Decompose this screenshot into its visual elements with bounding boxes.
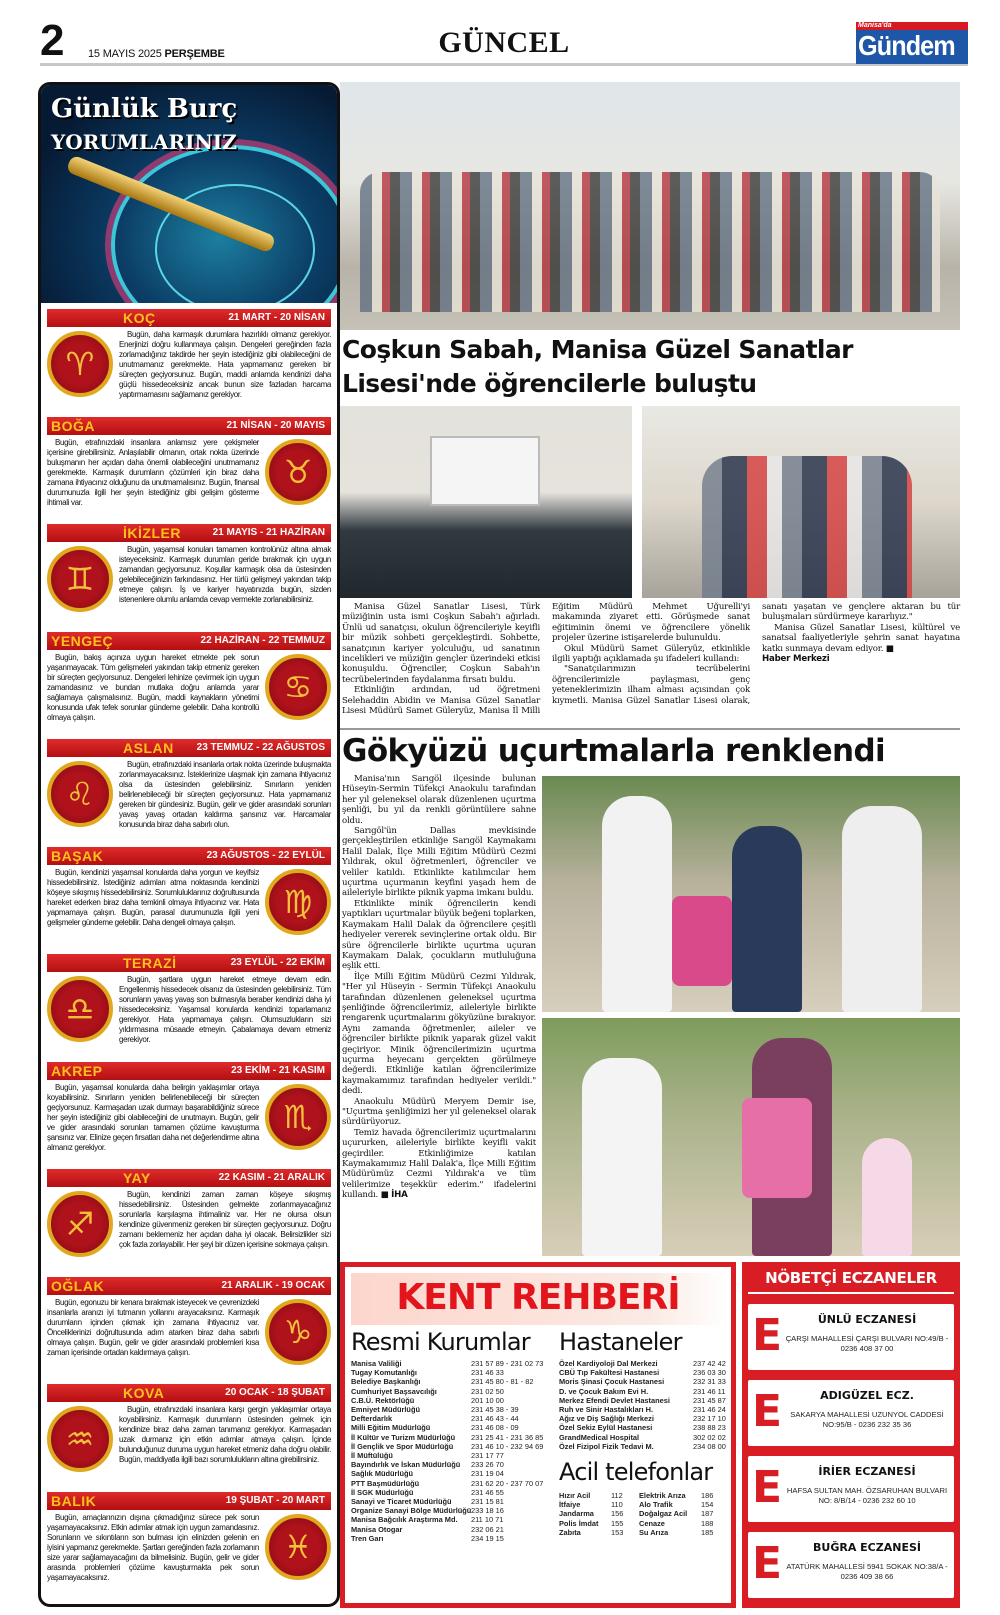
horoscope-panel xyxy=(38,82,340,1607)
sign-name: TERAZİ xyxy=(123,955,177,971)
emergency-numbers-list xyxy=(559,1491,731,1537)
directory-phone: 302 02 02 xyxy=(693,1432,726,1442)
emergency-service: Alo Trafik xyxy=(639,1500,673,1510)
sign-header-bar xyxy=(47,1062,331,1080)
directory-name: Tren Garı xyxy=(351,1533,384,1543)
directory-phone: 231 46 10 - 232 94 69 xyxy=(471,1441,544,1451)
pharmacy-item xyxy=(748,1456,954,1522)
directory-row xyxy=(559,1423,729,1432)
sign-header-bar xyxy=(47,847,331,865)
pharmacy-name: İRİER ECZANESİ xyxy=(818,1465,916,1478)
article2-byline: İHA xyxy=(391,1190,408,1201)
directory-name: D. ve Çocuk Bakım Evi H. xyxy=(559,1386,649,1396)
emergency-service: Elektrik Arıza xyxy=(639,1491,686,1500)
sign-text: Bugün, şartlara uygun hareket etmeye devam edin. Engellenmiş hissedecek olsanız da üstesinden gelebilirsiniz. Tüm sorunların yavaş yavaş son bulmasıyla beraber kendinizi daha iyi hissedeceksiniz. Yaşamsal konularda kendinizi toparlamanız gerekiyor. Hata yapmamaya çalışın. Olumsuzlukların sizi yıldırmasına müsaade etmeyin. Çabalamaya devam etmeniz gerekiyor. xyxy=(119,975,331,1044)
emergency-service: Doğalgaz Acil xyxy=(639,1509,688,1519)
article2-headline[interactable]: Gökyüzü uçurtmalarla renklendi xyxy=(342,733,886,769)
sign-dates: 23 EKİM - 21 KASIM xyxy=(231,1065,325,1076)
directory-name: Belediye Başkanlığı xyxy=(351,1377,421,1387)
directory-name: Özel Kardiyoloji Dal Merkezi xyxy=(559,1359,658,1368)
sign-text: Bugün, yaşamsal konularda daha belirgin yaklaşımlar ortaya koyabilirsiniz. Sınırların yeniden belirlenebileceği bir süreçten geçiyorsunuz. Karmaşadan uzak durmayı başarabildiğiniz sürece her şeyin istediğiniz gibi olabileceğini de unutmayın. Bugün, gelir ve gider arasındaki sorunları tamamen çözüme kavuşturma şansınız var. Elinize geçen fırsatları daha net değerlendirme altına almanız gerekiyor. xyxy=(47,1083,259,1152)
virgo-icon: ♍ xyxy=(265,869,331,935)
sagittarius-icon: ♐ xyxy=(47,1191,113,1257)
logo-small-text: Manisa'da xyxy=(858,22,892,29)
directory-name: CBÜ Tıp Fakültesi Hastanesi xyxy=(559,1368,660,1378)
pharmacy-name: ÜNLÜ ECZANESİ xyxy=(817,1313,917,1326)
divider xyxy=(340,728,960,730)
article2-paragraph-text: Temiz havada öğrencilerimiz uçurtmalarını uçururken, aileleriyle birlikte keyifli vakit geçirdiler. Etkinliğimize katılan Kaymakamımız Halil Dalak'a, İlçe Milli Eğitim Müdürümüz Cezmi Yıldırak'a ve tüm velilerimize teşekkür ederim." ifadelerini kullandı. ■ xyxy=(342,1127,536,1201)
pharmacy-address: ÇARŞI MAHALLESİ ÇARŞI BULVARI NO:49/B - 0236 408 37 00 xyxy=(785,1334,949,1353)
sign-header-bar xyxy=(47,417,331,435)
issue-date xyxy=(88,48,225,60)
sign-header-bar xyxy=(47,1492,331,1510)
pharmacy-name: BUĞRA ECZANESİ xyxy=(813,1541,921,1554)
pharmacy-address: SAKARYA MAHALLESİ UZUNYOL CADDESİ NO:95/B - 0236 232 35 36 xyxy=(790,1410,944,1429)
leo-icon: ♌ xyxy=(47,761,113,827)
directory-name: GrandMedical Hospital xyxy=(559,1432,640,1442)
directory-name: İl Müftülüğü xyxy=(351,1451,393,1461)
page-number: 2 xyxy=(40,16,65,65)
emergency-number: 155 xyxy=(611,1518,624,1528)
directory-row xyxy=(351,1515,551,1524)
pharmacies-box xyxy=(742,1262,960,1608)
emergency-heading: Acil telefonlar xyxy=(559,1458,713,1486)
directory-row xyxy=(351,1423,551,1432)
article2-paragraph: Etkinlikte minik öğrencilerin kendi yaptıkları uçurtmalar büyük beğeni toplarken, Kaymakam Halil Dalak da öğrencilere çeşitli hediyeler vererek sevinçlerine ortak oldu. Bir süre öğrencilerle birlikte uçurtma uçuran Kaymakam Dalak, çocukların mutluluğuna eşlik etti. xyxy=(342,898,536,972)
sign-dates: 22 HAZİRAN - 22 TEMMUZ xyxy=(200,635,325,646)
emergency-number: 187 xyxy=(701,1509,714,1519)
directory-phone: 232 31 33 xyxy=(693,1377,726,1387)
directory-name: İl SGK Müdürlüğü xyxy=(351,1487,414,1497)
sign-header-bar xyxy=(47,632,331,650)
directory-name: Defterdarlık xyxy=(351,1414,393,1424)
directory-phone: 211 10 71 xyxy=(471,1515,504,1525)
directory-name: Manisa Bağcılık Araştırma Md. xyxy=(351,1515,458,1525)
directory-phone: 231 45 38 - 39 xyxy=(471,1405,519,1415)
directory-row xyxy=(351,1525,551,1534)
emergency-service: Polis İmdat xyxy=(559,1518,599,1528)
directory-row xyxy=(559,1377,729,1386)
article2-paragraph: İlçe Milli Eğitim Müdürü Cezmi Yıldırak, "Her yıl Hüseyin - Sermin Tüfekçi Anaokulu tarafından düzenlenen geleneksel uçurtma şenliğinde öğrencilerimiz, aileleriyle birlikte rengarenk uçurtmalarını gökyüzüne bırakıyor. Aynı zamanda öğretmenler, aileler ve öğrenciler birlikte piknik yaparak güzel vakit geçiriyor. Minik öğrencilerimizin uçurtma uçurma heyecanı gerçekten görülmeye değerdi. Etkinliğe katılan öğrencilerimize kaymakamımız tarafından hediyeler verildi." dedi. xyxy=(342,971,536,1097)
horoscope-sign xyxy=(47,632,331,732)
directory-row xyxy=(559,1387,729,1396)
office-visit-photo xyxy=(642,406,960,598)
sign-dates: 20 OCAK - 18 ŞUBAT xyxy=(225,1387,325,1398)
cancer-icon: ♋ xyxy=(265,654,331,720)
emergency-number: 110 xyxy=(611,1500,623,1510)
directory-phone: 231 46 08 - 09 xyxy=(471,1423,519,1433)
directory-row xyxy=(351,1405,551,1414)
horoscope-sign xyxy=(47,1492,331,1592)
sign-header-bar xyxy=(47,524,331,542)
article2-paragraph: Manisa'nın Sarıgöl ilçesinde bulunan Hüseyin-Sermin Tüfekçi Anaokulu tarafından her yıl geleneksel olarak düzenlenen uçurtma şenliği, bu yıl da renkli görüntülere sahne oldu. xyxy=(342,774,536,826)
sign-text: Bugün, bakış açınıza uygun hareket etmekte pek sorun yaşanmayacak. Tüm gelişmeleri yakından takip etmeniz gereken bir süreçten geçiyorsunuz. Dengeleri lehinize çevirmek için uygun zamandasınız ve bundan mutlaka doğru anlamda yarar sağlamaya çalışmalısınız. Bugün, maddi kaynakların yönetimi konusunda ufak tefek sorunlar gündeme gelebilir. Daha kontrollü olmaya çalışın. xyxy=(47,653,259,722)
directory-row xyxy=(351,1433,551,1442)
pharmacies-list xyxy=(748,1304,954,1598)
directory-name: Emniyet Müdürlüğü xyxy=(351,1405,420,1415)
directory-name: Manisa Valiliği xyxy=(351,1359,402,1368)
libra-icon: ♎ xyxy=(47,976,113,1042)
directory-phone: 231 45 87 xyxy=(693,1395,726,1405)
directory-row xyxy=(351,1396,551,1405)
directory-phone: 231 46 33 xyxy=(471,1368,504,1378)
horoscope-sign xyxy=(47,1169,331,1269)
sign-dates: 21 MART - 20 NİSAN xyxy=(228,312,325,323)
horoscope-sign xyxy=(47,954,331,1054)
sign-header-bar xyxy=(47,1169,331,1187)
sign-text: Bugün, kendinizi zaman zaman köşeye sıkışmış hissedebilirsiniz. Üstesinden gelmekte zorlanmayacağınız sorunlarla karşılaşma ihtimaliniz var. Her ne olursa olsun kendinize güvenmeniz gereken bir süreçten geçiyorsunuz. Doğru zamanı beklemeniz her açıdan daha iyi olacak. Belirsizlikler sizi çok fazla zorlayabilir. Her şeyi bir düzen içerisine sokmaya çalışın. xyxy=(119,1190,331,1249)
directory-phone: 201 10 00 xyxy=(471,1395,504,1405)
sign-dates: 21 ARALIK - 19 OCAK xyxy=(221,1280,325,1291)
article1-byline: Haber Merkezi xyxy=(762,654,830,665)
directory-name: Sanayi ve Ticaret Müdürlüğü xyxy=(351,1497,452,1507)
directory-name: Merkez Efendi Devlet Hastanesi xyxy=(559,1395,670,1405)
directory-phone: 232 06 21 xyxy=(471,1524,504,1534)
sign-name: BOĞA xyxy=(51,418,95,434)
article1-paragraph: Okul Müdürü Samet Güleryüz, etkinlikle ilgili yaptığı açıklamada şu ifadeleri kullandı: xyxy=(552,643,750,665)
pharmacy-address: HAFSA SULTAN MAH. ÖZSARUHAN BULVARI NO: 8/B/14 - 0236 232 60 10 xyxy=(786,1486,948,1505)
article1-body xyxy=(342,602,960,724)
directory-name: Ruh ve Sinir Hastalıkları H. xyxy=(559,1405,654,1415)
directory-name: İl Kültür ve Turizm Müdürlüğü xyxy=(351,1432,456,1442)
horoscope-sign xyxy=(47,309,331,409)
directory-row xyxy=(559,1414,729,1423)
day-text: PERŞEMBE xyxy=(164,48,225,60)
directory-phone: 231 17 77 xyxy=(471,1451,504,1461)
sign-text: Bugün, kendinizi yaşamsal konularda daha yorgun ve keyifsiz hissedebilirsiniz. İstediğiniz adımları atma noktasında kendinizi köşeye sıkışmış hissedebilirsiniz. Sorumluluklarınız doğrultusunda hareket ederken biraz daha temkinli olmaya ihtiyacınız var. Hata yapmamaya çalışın. Bugün, parasal durumunuzla ilgili yeni gelişmeler gündeme gelebilir. Daha dengeli olmaya çalışın. xyxy=(47,868,259,927)
directory-phone: 237 42 42 xyxy=(693,1359,726,1368)
sign-name: AKREP xyxy=(51,1063,103,1079)
sign-text: Bugün, amaçlarınızın dışına çıkmadığınız sürece pek sorun yaşamayacaksınız. Etkin adımlar atmak için uygun zamandasınız. Sorunların ve sıkıntıların son bulması için elinizden gelenin en iyisini yapmanız gerekmekte. Şartları gereğinden fazla zorlamanın size yarar sağlamayacağını da bilmelisiniz. Bugün, gelir ve gider arasında problemleri çözüme kavuşturmakta pek sorun yaşamayacaksınız. xyxy=(47,1513,259,1582)
directory-row xyxy=(559,1396,729,1405)
article2-paragraph: Sarıgöl'ün Dallas mevkisinde gerçekleştirilen etkinliğe Sarıgöl Kaymakamı Halil Dalak, İlçe Milli Eğitim Müdürü Cezmi Yıldırak, okul öğretmenleri, öğrenciler ve veliler katıldı. Etkinlikte katılımcılar hem uçurtma uçurmanın keyfini yaşadı hem de aileleriyle birlikte piknik yapma imkanı buldu. xyxy=(342,826,536,899)
directory-name: Organize Sanayi Bölge Müdürlüğü xyxy=(351,1506,471,1516)
directory-name: C.B.Ü. Rektörlüğü xyxy=(351,1395,415,1405)
directory-phone: 231 19 04 xyxy=(471,1469,504,1479)
sign-header-bar xyxy=(47,1384,331,1402)
directory-row xyxy=(351,1451,551,1460)
directory-phone: 233 18 16 xyxy=(471,1506,504,1516)
emergency-number: 188 xyxy=(701,1518,714,1528)
pharmacy-address: ATATÜRK MAHALLESİ 5941 SOKAK NO:38/A - 0236 409 38 66 xyxy=(786,1562,948,1581)
directory-row xyxy=(351,1534,551,1543)
horoscope-sign xyxy=(47,739,331,839)
sign-name: OĞLAK xyxy=(51,1278,105,1294)
city-guide-title: KENT REHBERİ xyxy=(396,1277,680,1318)
directory-row xyxy=(559,1359,729,1368)
date-text: 15 MAYIS 2025 xyxy=(88,48,162,60)
emergency-service: Cenaze xyxy=(639,1518,665,1528)
directory-name: Özel Fizipol Fizik Tedavi M. xyxy=(559,1441,654,1451)
directory-name: Milli Eğitim Müdürlüğü xyxy=(351,1423,431,1433)
sign-text: Bugün, etrafınızdaki insanlara anlamsız yere çekişmeler içerisine girebilirsiniz. Anlaşılabilir olmanın, ortak nokta üzerinde buluşmanın her açıdan daha önemli olabileceğini unutmamanız gerekmekte. Karmaşık durumların çözümleri için biraz daha zamana ihtiyacınız olduğunu da unutmamalısınız. Bugün, finansal durumunuzla ilgili her şeyin istediğiniz gibi gelişim gösterme ihtimali var. xyxy=(47,438,259,507)
sign-name: YAY xyxy=(123,1170,151,1186)
directory-name: Özel Sekiz Eylül Hastanesi xyxy=(559,1423,653,1433)
horoscope-subtitle: YORUMLARINIZ xyxy=(51,130,237,154)
directory-phone: 232 17 10 xyxy=(693,1414,726,1424)
directory-name: Cumhuriyet Başsavcılığı xyxy=(351,1386,437,1396)
scorpio-icon: ♏ xyxy=(265,1084,331,1150)
official-institutions-heading: Resmi Kurumlar xyxy=(351,1328,530,1356)
directory-row xyxy=(559,1433,729,1442)
pharmacy-item xyxy=(748,1380,954,1446)
horoscope-title: Günlük Burç xyxy=(51,94,238,124)
kite-festival-photo xyxy=(542,1018,960,1256)
article1-paragraph: Manisa Güzel Sanatlar Lisesi, Türk müziğinin usta ismi Coşkun Sabah'ı ağırladı. Ünlü ud sanatçısı, okulun öğrencileriyle keyifli bir müzik sohbeti gerçekleştirdi. Sohbette, sanatçının kariyer yolculuğu, ud sanatının incelikleri ve müziğin gençler üzerindeki etkisi konuşuldu. Öğrenciler, Coşkun Sabah'ın tecrübelerinden faydalanma fırsatı buldu. xyxy=(342,602,540,685)
sign-dates: 21 MAYIS - 21 HAZİRAN xyxy=(212,527,325,538)
sign-name: BALIK xyxy=(51,1493,97,1509)
horoscope-sign xyxy=(47,847,331,947)
emergency-number: 185 xyxy=(701,1527,714,1537)
sign-text: Bugün, daha karmaşık durumlara hazırlıklı olmanız gerekiyor. Enerjinizi doğru kullanmaya çalışın. Dengeleri gereğinden fazla zorlamadığınız takdirde her şeyin istediğiniz gibi olabileceğini de unutmamanız gerekmekte. Hata yapmamanız gereken bir süreçten geçiyorsunuz. Bugün, maddi anlamda kendinizi daha güçlü hissedeceksiniz ancak bunun size fazladan harcama yaptırmamasını sağlamanız gerekiyor. xyxy=(119,330,331,399)
directory-row xyxy=(559,1442,729,1451)
directory-name: PTT Başmüdürlüğü xyxy=(351,1478,420,1488)
emergency-service: Hızır Acil xyxy=(559,1491,591,1500)
directory-row xyxy=(351,1387,551,1396)
pharmacies-title: NÖBETÇİ ECZANELER xyxy=(748,1268,954,1294)
kite-gift-photo xyxy=(542,776,960,1012)
capricorn-icon: ♑ xyxy=(265,1299,331,1365)
directory-row xyxy=(351,1479,551,1488)
aquarius-icon: ♒ xyxy=(47,1406,113,1472)
directory-phone: 231 15 81 xyxy=(471,1497,504,1507)
official-institutions-list xyxy=(351,1359,551,1543)
directory-name: İl Gençlik ve Spor Müdürlüğü xyxy=(351,1441,454,1451)
horoscope-sign xyxy=(47,1062,331,1162)
directory-row xyxy=(351,1377,551,1386)
directory-phone: 231 45 80 - 81 - 82 xyxy=(471,1377,534,1387)
directory-phone: 231 46 11 xyxy=(693,1386,726,1396)
emergency-number: 154 xyxy=(701,1500,714,1510)
directory-name: Moris Şinasi Çocuk Hastanesi xyxy=(559,1377,665,1387)
emergency-number: 186 xyxy=(701,1491,714,1500)
directory-row xyxy=(559,1368,729,1377)
article2-last-paragraph xyxy=(342,1128,536,1201)
directory-phone: 231 57 89 - 231 02 73 xyxy=(471,1359,544,1368)
city-guide-box xyxy=(340,1262,736,1608)
sign-dates: 23 TEMMUZ - 22 AĞUSTOS xyxy=(196,742,325,753)
hospitals-heading: Hastaneler xyxy=(559,1328,682,1356)
directory-phone: 231 25 41 - 231 36 85 xyxy=(471,1432,544,1442)
directory-row xyxy=(351,1460,551,1469)
emergency-service: Su Arıza xyxy=(639,1527,669,1537)
emergency-number: 112 xyxy=(611,1491,623,1500)
horoscope-signs-list xyxy=(41,85,337,1604)
horoscope-sign xyxy=(47,524,331,624)
sign-header-bar xyxy=(47,739,331,757)
directory-name: Sağlık Müdürlüğü xyxy=(351,1469,413,1479)
directory-row xyxy=(351,1506,551,1515)
directory-phone: 231 46 24 xyxy=(693,1405,726,1415)
article2-paragraph: Anaokulu Müdürü Meryem Demir ise, "Uçurtma şenliğimizi her yıl geleneksel olarak sürdürüyoruz. xyxy=(342,1096,536,1128)
directory-name: Bayındırlık ve İskan Müdürlüğü xyxy=(351,1460,461,1470)
sign-header-bar xyxy=(47,954,331,972)
sign-header-bar xyxy=(47,309,331,327)
article1-quote: "Sanatçılarımızın tecrübelerini öğrencilerimizle paylaşması, genç yeteneklerimizin ilham alması açısından çok kıymetli. Manisa Güzel Sanatlar Lisesi olarak, sanatı yaşatan ve gençlere aktaran bu tür buluşmaları sürdürmeye kararlıyız." xyxy=(552,602,960,706)
directory-name: Manisa Otogar xyxy=(351,1524,403,1534)
pharmacy-e-icon: E xyxy=(752,1310,783,1361)
pisces-icon: ♓ xyxy=(265,1514,331,1580)
directory-row xyxy=(351,1368,551,1377)
pharmacy-item xyxy=(748,1304,954,1370)
directory-phone: 231 02 50 xyxy=(471,1386,504,1396)
taurus-icon: ♉ xyxy=(265,439,331,505)
directory-phone: 231 46 55 xyxy=(471,1487,504,1497)
emergency-number: 156 xyxy=(611,1509,624,1519)
sign-name: KOVA xyxy=(123,1385,165,1401)
sign-dates: 19 ŞUBAT - 20 MART xyxy=(225,1495,325,1506)
newspaper-logo[interactable] xyxy=(856,22,968,64)
directory-name: Tugay Komutanlığı xyxy=(351,1368,417,1378)
horoscope-sign xyxy=(47,1384,331,1484)
directory-name: Ağız ve Diş Sağlığı Merkezi xyxy=(559,1414,654,1424)
emergency-service: Zabıta xyxy=(559,1527,581,1537)
sign-name: ASLAN xyxy=(123,740,174,756)
aries-icon: ♈ xyxy=(47,331,113,397)
pharmacy-e-icon: E xyxy=(752,1386,783,1437)
directory-row xyxy=(351,1488,551,1497)
directory-phone: 231 62 20 - 237 70 07 xyxy=(471,1478,544,1488)
sign-dates: 23 EYLÜL - 22 EKİM xyxy=(230,957,325,968)
sign-name: BAŞAK xyxy=(51,848,104,864)
page-header xyxy=(40,18,968,66)
logo-text: Gündem xyxy=(858,30,955,61)
directory-phone: 238 88 23 xyxy=(693,1423,726,1433)
directory-phone: 231 46 43 - 44 xyxy=(471,1414,519,1424)
pharmacy-item xyxy=(748,1532,954,1598)
directory-row xyxy=(351,1442,551,1451)
sign-name: İKİZLER xyxy=(123,525,181,541)
directory-row xyxy=(559,1405,729,1414)
article1-headline[interactable]: Coşkun Sabah, Manisa Güzel Sanatlar Lisesi'nde öğrencilerle buluştu xyxy=(342,335,853,398)
directory-phone: 234 08 00 xyxy=(693,1441,726,1451)
pharmacy-e-icon: E xyxy=(752,1538,783,1589)
sign-dates: 22 KASIM - 21 ARALIK xyxy=(218,1172,325,1183)
directory-phone: 236 03 30 xyxy=(693,1368,726,1378)
sign-text: Bugün, egonuzu bir kenara bırakmak isteyecek ve çevrenizdeki insanlarla aranızı iyi tutmanın yollarını arayacaksınız. Karmaşık durumların içinden çıkmak için zamana ihtiyacınız var. Önceliklerinizi doğrultusunda adım atarken biraz daha sabırlı olmaya çalışın. Bugün, gelir ve gider arasındaki problemleri kısa zaman içerisinde ortadan kaldırmaya çalışın. xyxy=(47,1298,259,1357)
sign-name: YENGEÇ xyxy=(51,633,114,649)
directory-row xyxy=(351,1469,551,1478)
section-title: GÜNCEL xyxy=(438,26,570,59)
sign-text: Bugün, yaşamsal konuları tamamen kontrolünüz altına almak isteyeceksiniz. Karmaşık durumları geride bırakmak için uygun zamandan geçiyorsunuz. Koşullar karmaşık olsa da üstesinden gelebileceğinizin farkındasınız. Her türlü gelişmeyi yakından takip etmeye çalışın. İş ve kariyer hayatınızda bugün, sizden istenenlere olumlu anlamda cevap vermekte zorlanabilirsiniz. xyxy=(119,545,331,604)
emergency-number: 153 xyxy=(611,1527,624,1537)
sign-text: Bugün, etrafınızdaki insanlarla ortak nokta üzerinde buluşmakta zorlanmayacaksınız. İsteklerinize ulaşmak için zamana ihtiyacınız olsa da üstesinden gelebilirsiniz. Sınırların yeniden belirlenebileceği bir süreçten geçiyorsunuz. Hata yapmamanız gereken bir gündesiniz. Bugün, gelir ve gider arasındaki sorunları yavaş yavaş ortadan kaldırma şansınız var. Harcamalar konusunda biraz daha sabırlı olun. xyxy=(119,760,331,829)
directory-row xyxy=(351,1359,551,1368)
emergency-service: Jandarma xyxy=(559,1509,594,1519)
sign-dates: 23 AĞUSTOS - 22 EYLÜL xyxy=(206,850,325,861)
sign-header-bar xyxy=(47,1277,331,1295)
sign-name: KOÇ xyxy=(123,310,156,326)
article1-paragraph: Manisa Güzel Sanatlar Lisesi, kültürel ve sanatsal faaliyetleriyle şehrin sanat hayatına katkı sunmaya devam ediyor. ■ xyxy=(762,622,960,654)
directory-phone: 233 26 70 xyxy=(471,1460,504,1470)
directory-row xyxy=(351,1497,551,1506)
concert-hall-photo xyxy=(340,406,632,598)
article1-paragraph: Etkinliğin ardından, ud öğretmeni Selehaddin Abidin ve Manisa Güzel Sanatlar Lisesi Müdürü Samet Güleryüz, Manisa İl Milli Eğitim Müdürü Mehmet Uğurelli'yi makamında ziyaret etti. Görüşmede sanat eğitiminin önemi ve öğrencilere yönelik projeler üzerine istişarelerde bulunuldu. xyxy=(342,602,750,717)
directory-phone: 234 19 15 xyxy=(471,1533,504,1543)
pharmacy-name: ADIGÜZEL ECZ. xyxy=(820,1389,914,1402)
pharmacy-e-icon: E xyxy=(752,1462,783,1513)
sign-text: Bugün, etrafınızdaki insanlara karşı gergin yaklaşımlar ortaya koyabilirsiniz. Karmaşık durumların üstesinden gelmek için kendinize biraz daha zaman tanımanız gerekiyor. Karmaşadan uzak durmanız için etkin adımlar atmaya çalışın. İçinde bulunduğunuz duruma uygun hareket etmeniz daha doğru olabilir. Bugün, maddiyatla ilgili bazı sorumlulukların altına girebilirsiniz. xyxy=(119,1405,331,1464)
article2-body xyxy=(342,774,536,1258)
horoscope-sign xyxy=(47,417,331,517)
group-photo xyxy=(340,82,960,330)
gemini-icon: ♊ xyxy=(47,546,113,612)
emergency-service: İtfaiye xyxy=(559,1500,581,1510)
horoscope-sign xyxy=(47,1277,331,1377)
sign-dates: 21 NİSAN - 20 MAYIS xyxy=(226,420,325,431)
hospitals-list xyxy=(559,1359,729,1451)
directory-row xyxy=(351,1414,551,1423)
